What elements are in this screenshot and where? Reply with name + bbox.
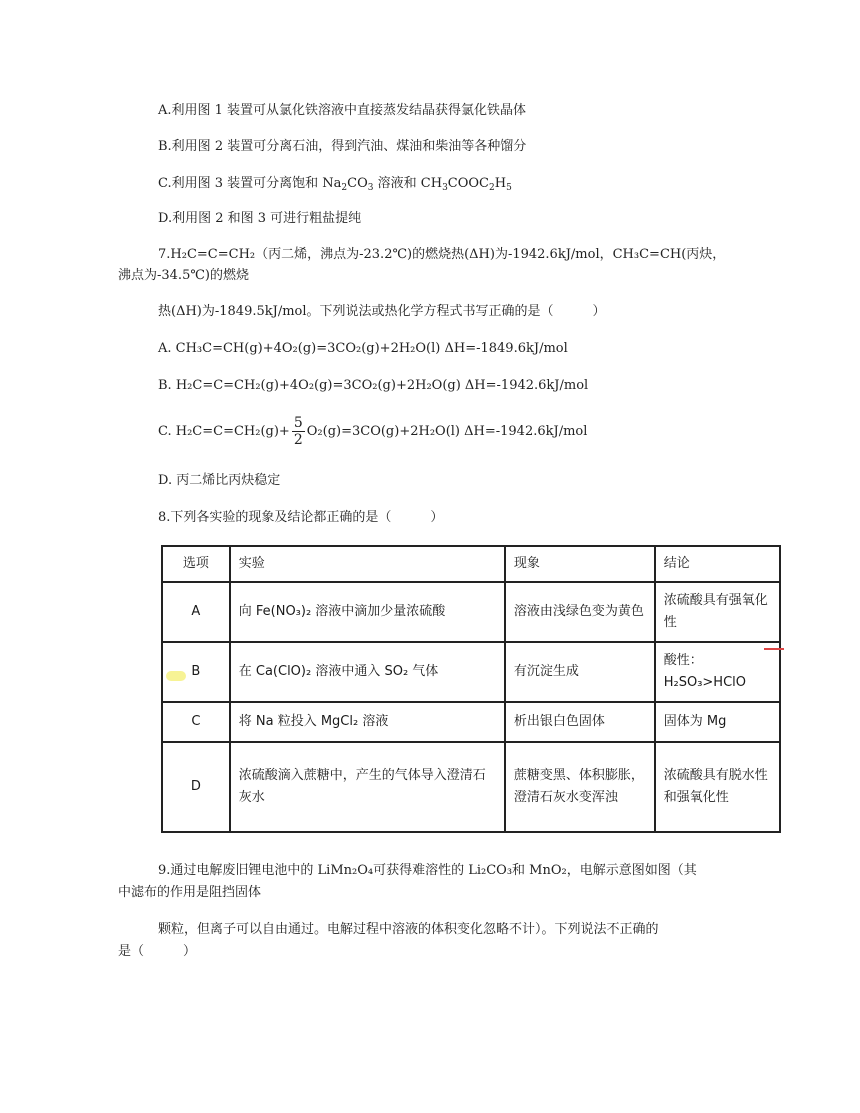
row-c-conclusion: 固体为 Mg	[655, 702, 780, 742]
table-row	[162, 742, 780, 832]
header-option: 选项	[162, 546, 230, 582]
header-phenomenon: 现象	[505, 546, 655, 582]
row-a-conclusion: 浓硫酸具有强氧化性	[655, 582, 780, 642]
q7-option-b: B. H₂C=C=CH₂(g)+4O₂(g)=3CO₂(g)+2H₂O(g) ΔH=-1942.6kJ/mol	[158, 378, 589, 393]
q7-option-d: D. 丙二烯比丙炔稳定	[158, 473, 281, 488]
row-b-option: B	[162, 642, 230, 702]
table-row	[162, 582, 780, 642]
q7-stem-line2: 沸点为-34.5℃)的燃烧	[118, 268, 249, 283]
row-d-option: D	[162, 742, 230, 832]
q7-stem-line1: 7.H₂C=C=CH₂（丙二烯，沸点为-23.2℃)的燃烧热(ΔH)为-1942.6kJ/mol，CH₃C=CH(丙炔，	[158, 247, 726, 262]
q7-option-a: A. CH₃C=CH(g)+4O₂(g)=3CO₂(g)+2H₂O(l) ΔH=-1849.6kJ/mol	[158, 341, 568, 356]
row-b-experiment: 在 Ca(ClO)₂ 溶液中通入 SO₂ 气体	[230, 642, 505, 702]
row-a-phenomenon: 溶液由浅绿色变为黄色	[505, 582, 655, 642]
q9-stem-line4: 是（ ）	[118, 944, 197, 959]
q6-option-d: D.利用图 2 和图 3 可进行粗盐提纯	[158, 211, 362, 226]
row-b-phenomenon: 有沉淀生成	[505, 642, 655, 702]
q6-option-b: B.利用图 2 装置可分离石油，得到汽油、煤油和柴油等各种馏分	[158, 139, 527, 154]
q8-stem: 8.下列各实验的现象及结论都正确的是（ ）	[158, 510, 444, 525]
q9-stem-line2: 中滤布的作用是阻挡固体	[118, 885, 262, 900]
row-d-experiment: 浓硫酸滴入蔗糖中，产生的气体导入澄清石灰水	[230, 742, 505, 832]
row-c-experiment: 将 Na 粒投入 MgCl₂ 溶液	[230, 702, 505, 742]
pen-mark	[764, 648, 784, 650]
q8-table	[161, 545, 781, 837]
row-c-option: C	[162, 702, 230, 742]
q6-option-a: A.利用图 1 装置可从氯化铁溶液中直接蒸发结晶获得氯化铁晶体	[158, 103, 527, 118]
table-header-row	[162, 546, 780, 582]
highlighter-mark	[166, 671, 186, 681]
table-row	[162, 702, 780, 742]
table-row	[162, 642, 780, 702]
q7-option-c: C. H₂C=C=CH₂(g)+ $\frac{5}{2}$ O₂(g)=3CO(g)+2H₂O(l) ΔH=-1942.6kJ/mol	[158, 415, 588, 448]
q9-stem-line1: 9.通过电解废旧锂电池中的 LiMn₂O₄可获得难溶性的 Li₂CO₃和 MnO₂，电解示意图如图（其	[158, 863, 697, 878]
q7-stem-line3: 热(ΔH)为-1849.5kJ/mol。下列说法或热化学方程式书写正确的是（ ）	[158, 304, 606, 319]
header-conclusion: 结论	[655, 546, 780, 582]
q6-option-c: C.利用图 3 装置可分离饱和 $Na_2CO_3$ 溶液和 $CH_3COOC_2H_5$	[158, 176, 512, 193]
row-c-phenomenon: 析出银白色固体	[505, 702, 655, 742]
header-experiment: 实验	[230, 546, 505, 582]
q9-stem-line3: 颗粒，但离子可以自由通过。电解过程中溶液的体积变化忽略不计）。下列说法不正确的	[158, 922, 659, 937]
row-a-option: A	[162, 582, 230, 642]
row-b-conclusion: 酸性：H₂SO₃>HClO	[655, 642, 780, 702]
row-d-conclusion: 浓硫酸具有脱水性和强氧化性	[655, 742, 780, 832]
fraction-5-2: $\frac{5}{2}$	[293, 415, 303, 448]
row-d-phenomenon: 蔗糖变黑、体积膨胀，澄清石灰水变浑浊	[505, 742, 655, 832]
row-a-experiment: 向 Fe(NO₃)₂ 溶液中滴加少量浓硫酸	[230, 582, 505, 642]
